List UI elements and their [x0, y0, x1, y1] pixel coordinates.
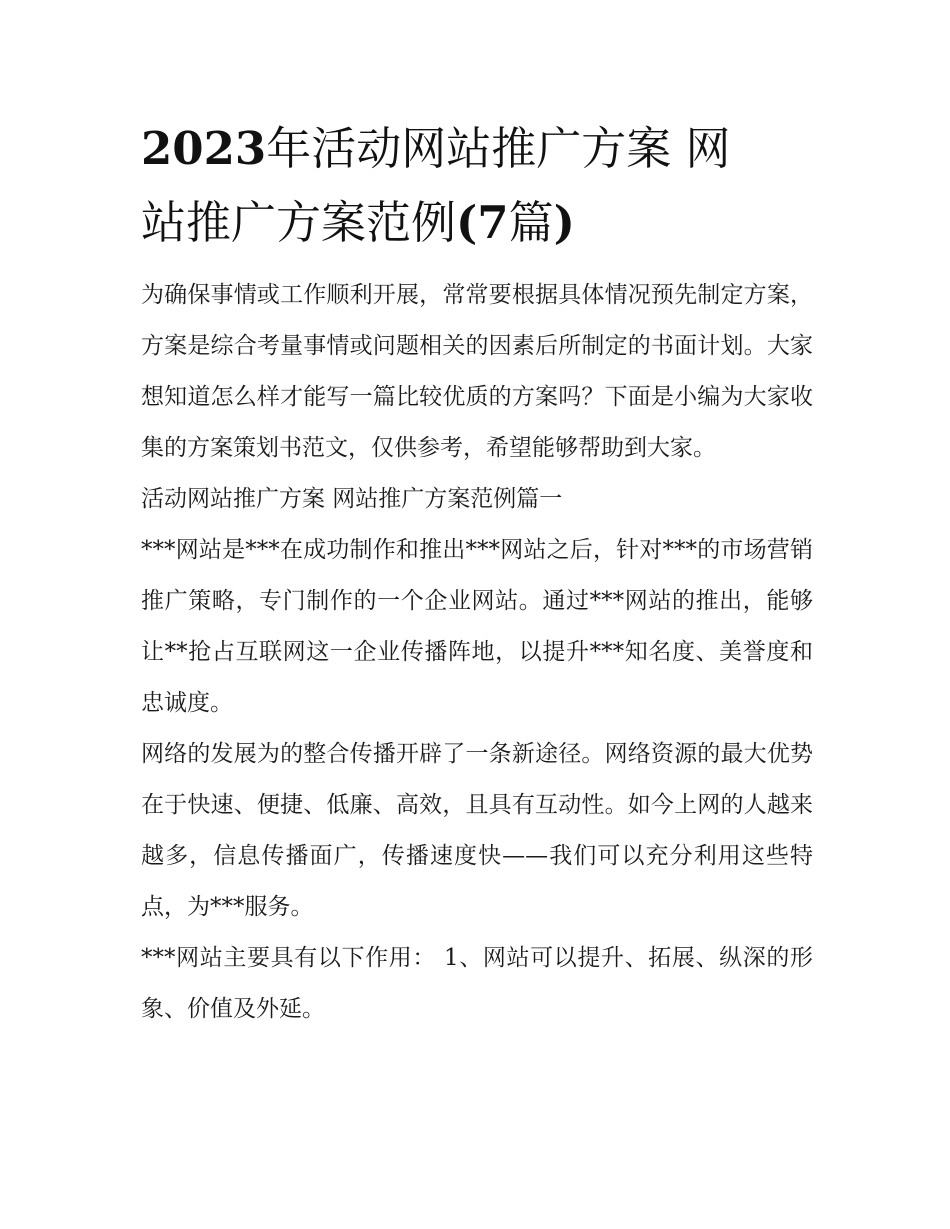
body-paragraph: ***网站是***在成功制作和推出***网站之后，针对***的市场营销推广策略，专门制作的一个企业网站。通过***网站的推出，能够让**抢占互联网这一企业传播阵地，以提升***知名度、美誉度和忠诚度。 — [141, 537, 813, 716]
document-title — [141, 112, 813, 260]
document-title-line1: 2023年活动网站推广方案 网 — [141, 122, 731, 175]
document-page — [141, 112, 813, 1035]
intro-paragraph: 为确保事情或工作顺利开展，常常要根据具体情况预先制定方案，方案是综合考量事情或问题相关的因素后所制定的书面计划。大家想知道怎么样才能写一篇比较优质的方案吗？下面是小编为大家收集的方案策划书范文，仅供参考，希望能够帮助到大家。 — [141, 282, 813, 461]
section-heading: 活动网站推广方案 网站推广方案范例篇一 — [141, 486, 563, 512]
document-body — [141, 270, 813, 1035]
body-paragraph: ***网站主要具有以下作用： 1、网站可以提升、拓展、纵深的形象、价值及外延。 — [141, 945, 813, 1022]
body-paragraph: 网络的发展为的整合传播开辟了一条新途径。网络资源的最大优势在于快速、便捷、低廉、高效，且具有互动性。如今上网的人越来越多，信息传播面广，传播速度快——我们可以充分利用这些特点，为***服务。 — [141, 741, 813, 920]
document-title-line2: 站推广方案范例(7篇) — [141, 196, 575, 249]
